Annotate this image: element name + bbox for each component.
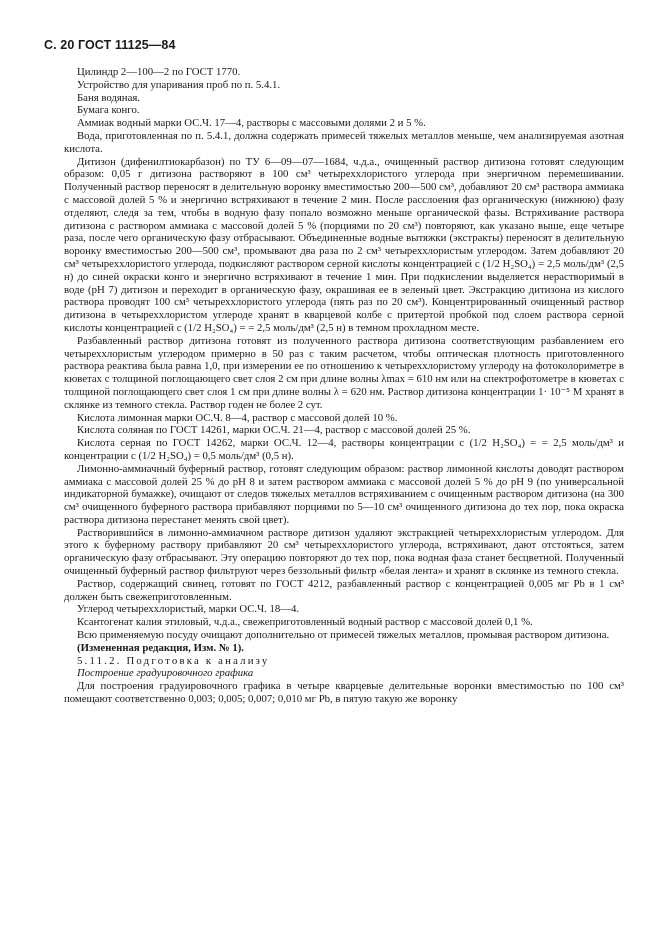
paragraph: Кислота лимонная марки ОС.Ч. 8—4, раствор с массовой долей 10 %. bbox=[77, 411, 398, 424]
document-body bbox=[64, 66, 624, 706]
paragraph: Лимонно-аммиачный буферный раствор, готовят следующим образом: раствор лимонной кислоты доводят раствором аммиака с массовой долей 25 % до pH 8 и затем раствором аммиака с массовой долей 5 % до pH 9 (по универсальной индикаторной бумажке), очищают от следов тяжелых металлов встряхиванием с очищенным раствором дитизона (на 300 см³ очищенного буферного раствора прибавляют порциями по 5—10 см³ очищенного дитизона до тех пор, пока окраска раствора дитизона перестанет менять свой цвет). bbox=[64, 462, 624, 526]
paragraph: Для построения градуировочного графика в четыре кварцевые делительные воронки вместимостью по 100 см³ помещают соответственно 0,003; 0,005; 0,007; 0,010 мг Pb, в пятую такую же воронку bbox=[64, 680, 624, 706]
paragraph: Всю применяемую посуду очищают дополнительно от примесей тяжелых металлов, промывая раствором дитизона. bbox=[77, 629, 610, 642]
paragraph: Растворившийся в лимонно-аммиачном растворе дитизон удаляют экстракцией четыреххлористым углеродом. Для этого к буферному раствору прибавляют 20 см³ четыреххлористого углерода, встряхивают, дают отстояться, затем органическую фазу отбрасывают. Эту операцию повторяют до тех пор, пока водная фаза станет бесцветной. Полученный очищенный буферный раствор фильтруют через беззольный фильтр «белая лента» и хранят в склянке из темного стекла. bbox=[64, 526, 624, 578]
page-header: С. 20 ГОСТ 11125—84 bbox=[44, 38, 176, 52]
paragraph: Ксантогенат калия этиловый, ч.д.а., свежеприготовленный водный раствор с массовой долей 0,1 %. bbox=[77, 616, 533, 629]
amendment-note: (Измененная редакция, Изм. № 1). bbox=[77, 641, 244, 654]
paragraph: Устройство для упаривания проб по п. 5.4.1. bbox=[77, 78, 281, 91]
paragraph: Углерод четыреххлористый, марки ОС.Ч. 18—4. bbox=[77, 603, 300, 616]
paragraph: Кислота серная по ГОСТ 14262, марки ОС.Ч. 12—4, растворы концентрации c (1/2 H₂SO₄) = = 2,5 моль/дм³ и концентрации c (1/2 H₂SO₄) = 0,5 моль/дм³ (0,5 н). bbox=[64, 437, 624, 462]
paragraph: Разбавленный раствор дитизона готовят из полученного раствора дитизона соответствующим разбавлением его четыреххлористым углеродом примерно в 50 раз с таким расчетом, чтобы оптическая плотность приготовленного раствора реактива была равна 1,0, при измерении ее по отношению к четыреххлористому углероду на фотоколориметре в кюветах с толщиной поглощающего свет слоя 2 см при длине волны λmax = 610 нм или на спектрофотометре в кюветах с толщиной поглощающего свет слоя 1 см при длине волны λ = 620 нм. Раствор дитизона концентрации 1· 10⁻⁵ М хранят в склянке из темного стекла. Раствор годен не более 2 сут. bbox=[64, 334, 624, 411]
paragraph: Дитизон (дифенилтиокарбазон) по ТУ 6—09—07—1684, ч.д.а., очищенный раствор дитизона готовят следующим образом: 0,05 г дитизона растворяют в 100 см³ четыреххлористого углерода при энергичном перемешивании. Полученный раствор переносят в делительную воронку вместимостью 200—500 см³, добавляют 20 см³ раствора аммиака с массовой долей 5 % и энергично встряхивают в течение 2 мин. После расслоения фаз органическую (нижнюю) фазу отделяют, следя за тем, чтобы в водную фазу попало возможно меньше органической фазы. Встряхивание раствора дитизона с раствором аммиака с массовой долей 5 % (порциями по 20 см³) повторяют, как указано выше, еще четыре раза, после чего органическую фазу отбрасывают. Объединенные водные вытяжки (экстракты) переносят в делительную воронку вместимостью 200—500 см³, промывают два раза по 2 см³ четыреххлористым углеродом. Затем добавляют 20 см³ четыреххлористого углерода, подкисляют раствором серной кислоты концентрацией c (1/2 H₂SO₄) = 2,5 моль/дм³ (2,5 н) до синей окраски конго и энергично встряхивают в течение 1 мин. При подкислении выделяется нерастворимый в воде (pH 7) дитизон и переходит в органическую фазу, окрашивая ее в зеленый цвет. Экстракцию дитизона из кислого раствора проводят 100 см³ четыреххлористого углерода (пять раз по 20 см³). Концентрированный очищенный раствор дитизона в четыреххлористом углероде хранят в кварцевой колбе с притертой пробкой под слоем раствора серной кислоты концентрацией c (1/2 H₂SO₄) = = 2,5 моль/дм³ (2,5 н) в темном прохладном месте. bbox=[64, 155, 624, 334]
paragraph: Бумага конго. bbox=[77, 104, 140, 117]
paragraph: Кислота соляная по ГОСТ 14261, марки ОС.Ч. 21—4, раствор с массовой долей 25 %. bbox=[77, 424, 471, 437]
paragraph: Раствор, содержащий свинец, готовят по ГОСТ 4212, разбавленный раствор с концентрацией 0,005 мг Pb в 1 см³ должен быть свежеприготовленным. bbox=[64, 577, 624, 603]
section-heading: 5.11.2. Подготовка к анализу bbox=[77, 654, 270, 667]
paragraph: Цилиндр 2—100—2 по ГОСТ 1770. bbox=[77, 66, 241, 78]
subheading: Построение градуировочного графика bbox=[77, 667, 254, 680]
paragraph: Вода, приготовленная по п. 5.4.1, должна содержать примесей тяжелых металлов меньше, чем анализируемая азотная кислота. bbox=[64, 129, 624, 155]
paragraph: Аммиак водный марки ОС.Ч. 17—4, растворы с массовыми долями 2 и 5 %. bbox=[77, 117, 426, 130]
paragraph: Баня водяная. bbox=[77, 91, 140, 104]
